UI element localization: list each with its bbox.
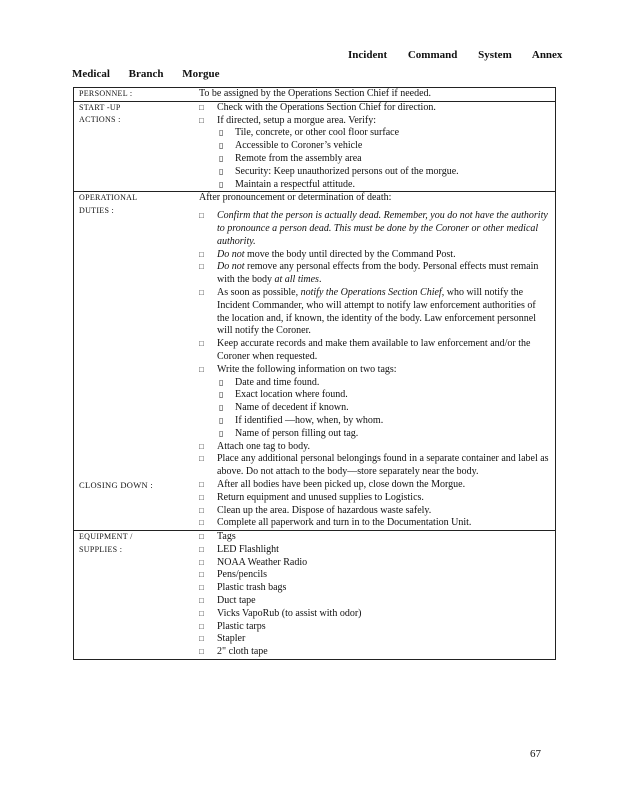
list-item: □ NOAA Weather Radio (199, 557, 549, 570)
list-item (199, 287, 549, 338)
ops-intro: After pronouncement or determination of death: (199, 192, 392, 204)
startup-label-line2: ACTIONS : (79, 115, 121, 125)
list-item: □ Keep accurate records and make them available to law enforcement and/or the Coroner when requested. (199, 338, 549, 364)
list-item (199, 115, 549, 192)
closing-label: CLOSING DOWN : (79, 479, 154, 490)
checklist-table (73, 87, 556, 660)
list-item: □ Attach one tag to body. (199, 441, 549, 454)
list-item-text: Write the following information on two tags: (217, 363, 397, 375)
personnel-text: To be assigned by the Operations Section Chief if needed. (199, 88, 432, 99)
confirm-text: Confirm that the person is actually dead. Remember, you do not have the authority to pronounce a person dead. This must be done by the Coroner or other medical authority. (217, 210, 548, 247)
emphasis: Do not (217, 248, 245, 260)
equipment-label-line2: SUPPLIES : (79, 544, 123, 554)
list-item-text: remove any personal effects from the body. Personal effects must remain with the body (217, 261, 539, 286)
list-item: □ Plastic tarps (199, 621, 549, 634)
closing-list (199, 479, 549, 530)
startup-label (74, 101, 192, 192)
ops-label (74, 192, 192, 479)
ops-label-line2: DUTIES : (79, 205, 115, 215)
sublist-item: ▯ Accessible to Coroner’s vehicle (217, 140, 549, 153)
list-item (199, 261, 549, 287)
verify-sublist (217, 127, 549, 191)
list-item (199, 210, 549, 248)
startup-label-line1: START -UP (79, 102, 121, 112)
list-item-text: , who will notify the Incident Commander, who will attempt to notify law enforcement authorities of the location and, if known, the identity of the body. Law enforcement personnel will notify the Coroner. (217, 286, 536, 337)
equipment-label-line1: EQUIPMENT / (79, 532, 133, 542)
startup-list (199, 102, 549, 192)
list-item: □ Return equipment and unused supplies to Logistics. (199, 492, 549, 505)
list-item: □ Complete all paperwork and turn in to the Documentation Unit. (199, 517, 549, 530)
document-header-title: Incident Command System Annex (348, 49, 563, 61)
list-item (199, 249, 549, 262)
list-item: □ Check with the Operations Section Chief for direction. (199, 102, 549, 115)
sublist-item: ▯ Remote from the assembly area (217, 153, 549, 166)
list-item-text: If directed, setup a morgue area. Verify: (217, 114, 377, 126)
sublist-item: ▯ Date and time found. (217, 377, 549, 390)
sublist-item: ▯ Maintain a respectful attitude. (217, 179, 549, 192)
equipment-list (199, 531, 549, 659)
ops-label-line1: OPERATIONAL (79, 193, 138, 203)
sublist-item: ▯ Tile, concrete, or other cool floor surface (217, 127, 549, 140)
sublist-item: ▯ If identified —how, when, by whom. (217, 415, 549, 428)
list-item: □ Stapler (199, 633, 549, 646)
emphasis: at all times (274, 274, 319, 286)
list-item-text: As soon as possible, (217, 286, 301, 298)
list-item: □ Place any additional personal belongings found in a separate container and label as above. Do not attach to the body—store separately near the body. (199, 453, 549, 479)
page-number: 67 (530, 748, 541, 760)
list-item-text: . (318, 274, 322, 286)
list-item: □ Clean up the area. Dispose of hazardous waste safely. (199, 505, 549, 518)
list-item: □ Plastic trash bags (199, 582, 549, 595)
personnel-row (74, 88, 556, 102)
ops-list (199, 210, 549, 479)
sublist-item: ▯ Name of person filling out tag. (217, 428, 549, 441)
list-item (199, 364, 549, 441)
equipment-row (74, 531, 556, 660)
sublist-item: ▯ Name of decedent if known. (217, 402, 549, 415)
list-item-text: move the body until directed by the Command Post. (244, 248, 456, 260)
document-subheader: Medical Branch Morgue (72, 68, 220, 80)
list-item: □ Pens/pencils (199, 569, 549, 582)
list-item: □ Duct tape (199, 595, 549, 608)
tags-sublist (217, 377, 549, 441)
sublist-item: ▯ Security: Keep unauthorized persons out of the morgue. (217, 166, 549, 179)
emphasis: Do not (217, 261, 245, 273)
list-item: □ LED Flashlight (199, 544, 549, 557)
list-item: □ Tags (199, 531, 549, 544)
equipment-label (74, 531, 192, 660)
startup-row (74, 101, 556, 192)
sublist-item: ▯ Exact location where found. (217, 389, 549, 402)
list-item: □ After all bodies have been picked up, close down the Morgue. (199, 479, 549, 492)
list-item: □ 2" cloth tape (199, 646, 549, 659)
emphasis: notify the Operations Section Chief (300, 286, 442, 298)
closing-row (74, 479, 556, 531)
personnel-label: PERSONNEL : (79, 89, 133, 98)
ops-row (74, 192, 556, 479)
list-item: □ Vicks VapoRub (to assist with odor) (199, 608, 549, 621)
